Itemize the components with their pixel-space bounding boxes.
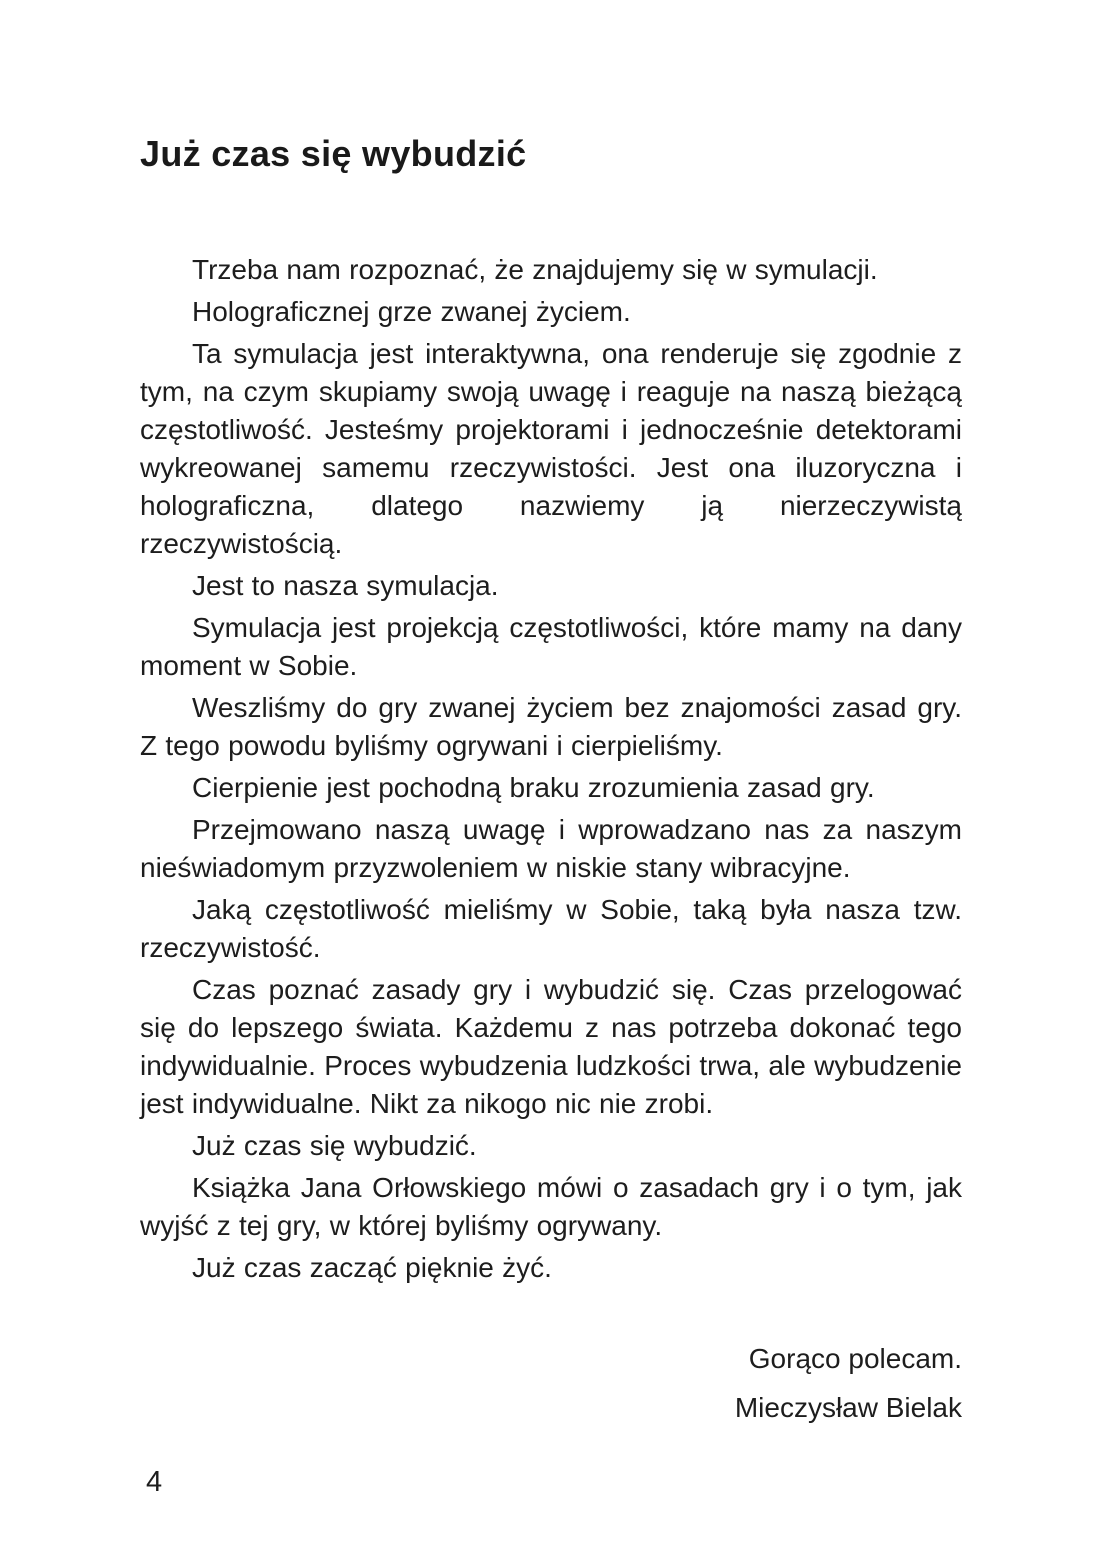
signature-author: Mieczysław Bielak [734, 1392, 962, 1423]
paragraph: Już czas zacząć pięknie żyć. [192, 1252, 552, 1283]
paragraph: Jest to nasza symulacja. [192, 570, 499, 601]
paragraph: Weszliśmy do gry zwanej życiem bez znajomości zasad gry. Z tego powodu byliśmy ogrywani i cierpieliśmy. [140, 692, 962, 761]
paragraph: Czas poznać zasady gry i wybudzić się. Czas przelogować się do lepszego świata. Każdemu z nas potrzeba dokonać tego indywidualnie. Proces wybudzenia ludzkości trwa, ale wybudzenie jest indywidualne. Nikt za nikogo nic nie zrobi. [140, 974, 962, 1119]
signature-closing: Gorąco polecam. [748, 1343, 962, 1374]
paragraph: Trzeba nam rozpoznać, że znajdujemy się w symulacji. [192, 254, 878, 285]
paragraph: Książka Jana Orłowskiego mówi o zasadach gry i o tym, jak wyjść z tej gry, w której byliśmy ogrywany. [140, 1172, 962, 1241]
paragraph: Cierpienie jest pochodną braku zrozumienia zasad gry. [192, 772, 875, 803]
body-paragraphs [140, 251, 962, 1291]
paragraph: Holograficznej grze zwanej życiem. [192, 296, 631, 327]
paragraph: Jaką częstotliwość mieliśmy w Sobie, taką była nasza tzw. rzeczywistość. [140, 894, 962, 963]
chapter-title: Już czas się wybudzić [140, 133, 527, 174]
signature-block [735, 1334, 962, 1432]
paragraph: Symulacja jest projekcją częstotliwości, które mamy na dany moment w Sobie. [140, 612, 962, 681]
paragraph: Ta symulacja jest interaktywna, ona renderuje się zgodnie z tym, na czym skupiamy swoją uwagę i reaguje na naszą bieżącą częstotliwość. Jesteśmy projektorami i jednocześnie detektorami wykreowanej samemu rzeczywistości. Jest ona iluzoryczna i holograficzna, dlatego nazwiemy ją nierzeczywistą rzeczywistością. [140, 338, 962, 559]
page-number: 4 [146, 1466, 163, 1498]
paragraph: Już czas się wybudzić. [192, 1130, 477, 1161]
paragraph: Przejmowano naszą uwagę i wprowadzano nas za naszym nieświadomym przyzwoleniem w niskie stany wibracyjne. [140, 814, 962, 883]
